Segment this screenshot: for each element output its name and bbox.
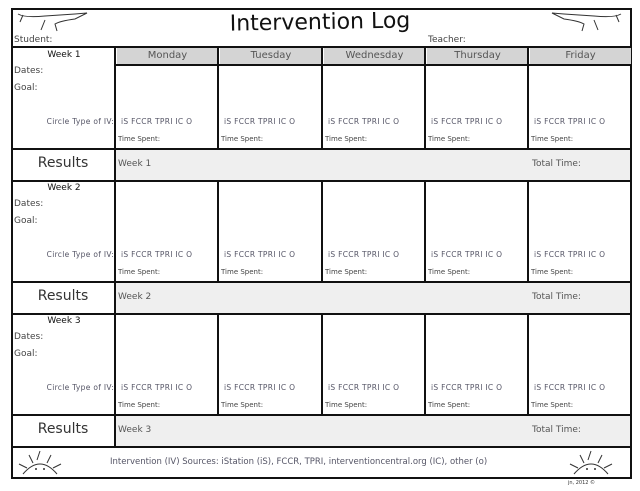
results-week: Week 1 [118,159,152,169]
student-label: Student: [14,35,53,45]
total-time-field[interactable]: Total Time: [532,292,581,302]
circle-type-label: Circle Type of IV: [46,250,114,259]
divider [424,313,426,414]
results-week: Week 3 [118,425,152,435]
results-label: Results [37,288,89,304]
dates-label: Dates: [14,332,44,342]
time-spent-field[interactable]: Time Spent: [118,135,161,143]
divider [115,64,632,66]
iv-type-options[interactable]: iS FCCR TPRI IC O [431,383,503,392]
day-header-tuesday: Tuesday [220,48,322,64]
circle-type-label: Circle Type of IV: [46,383,114,392]
iv-type-options[interactable]: iS FCCR TPRI IC O [121,117,193,126]
time-spent-field[interactable]: Time Spent: [531,268,574,276]
time-spent-field[interactable]: Time Spent: [118,401,161,409]
divider [321,313,323,414]
alligator-left-icon [15,10,90,34]
iv-type-options[interactable]: iS FCCR TPRI IC O [534,117,606,126]
total-time-field[interactable]: Total Time: [532,425,581,435]
divider [527,47,529,148]
iv-type-options[interactable]: iS FCCR TPRI IC O [224,250,296,259]
results-label: Results [37,421,89,437]
iv-type-options[interactable]: iS FCCR TPRI IC O [328,383,400,392]
sources-note: Intervention (IV) Sources: iStation (iS), FCCR, TPRI, interventioncentral.org (IC), other (o) [110,457,488,467]
time-spent-field[interactable]: Time Spent: [221,268,264,276]
total-time-field[interactable]: Total Time: [532,159,581,169]
iv-type-options[interactable]: iS FCCR TPRI IC O [121,250,193,259]
divider [527,180,529,281]
iv-type-options[interactable]: iS FCCR TPRI IC O [121,383,193,392]
iv-type-options[interactable]: iS FCCR TPRI IC O [224,117,296,126]
credit: jn, 2012 © [568,480,596,486]
time-spent-field[interactable]: Time Spent: [325,401,368,409]
week-label: Week 2 [47,183,81,193]
iv-type-options[interactable]: iS FCCR TPRI IC O [534,383,606,392]
goal-label: Goal: [14,216,38,226]
divider [424,180,426,281]
time-spent-field[interactable]: Time Spent: [118,268,161,276]
time-spent-field[interactable]: Time Spent: [531,401,574,409]
dates-label: Dates: [14,199,44,209]
divider [321,180,323,281]
alligator-right-icon [549,10,624,34]
iv-type-options[interactable]: iS FCCR TPRI IC O [431,117,503,126]
day-header-friday: Friday [530,48,631,64]
day-header-thursday: Thursday [427,48,528,64]
teacher-label: Teacher: [428,35,466,45]
time-spent-field[interactable]: Time Spent: [428,135,471,143]
circle-type-label: Circle Type of IV: [46,117,114,126]
divider [217,47,219,148]
time-spent-field[interactable]: Time Spent: [325,268,368,276]
divider [114,313,116,414]
divider [114,47,116,148]
time-spent-field[interactable]: Time Spent: [531,135,574,143]
dates-label: Dates: [14,66,44,76]
week-label: Week 3 [47,316,81,326]
results-label: Results [37,155,89,171]
divider [217,180,219,281]
divider [114,180,116,281]
iv-type-options[interactable]: iS FCCR TPRI IC O [224,383,296,392]
divider [527,313,529,414]
sun-left-icon [15,448,65,476]
time-spent-field[interactable]: Time Spent: [325,135,368,143]
time-spent-field[interactable]: Time Spent: [221,135,264,143]
time-spent-field[interactable]: Time Spent: [221,401,264,409]
results-week: Week 2 [118,292,152,302]
goal-label: Goal: [14,83,38,93]
divider [424,47,426,148]
divider [217,313,219,414]
iv-type-options[interactable]: iS FCCR TPRI IC O [328,117,400,126]
iv-type-options[interactable]: iS FCCR TPRI IC O [431,250,503,259]
day-header-monday: Monday [117,48,218,64]
iv-type-options[interactable]: iS FCCR TPRI IC O [328,250,400,259]
time-spent-field[interactable]: Time Spent: [428,401,471,409]
iv-type-options[interactable]: iS FCCR TPRI IC O [534,250,606,259]
day-header-wednesday: Wednesday [324,48,425,64]
goal-label: Goal: [14,349,38,359]
page-title: Intervention Log [229,8,411,37]
divider [321,47,323,148]
divider [11,446,632,448]
week-label: Week 1 [47,50,81,60]
time-spent-field[interactable]: Time Spent: [428,268,471,276]
sun-right-icon [566,448,616,476]
